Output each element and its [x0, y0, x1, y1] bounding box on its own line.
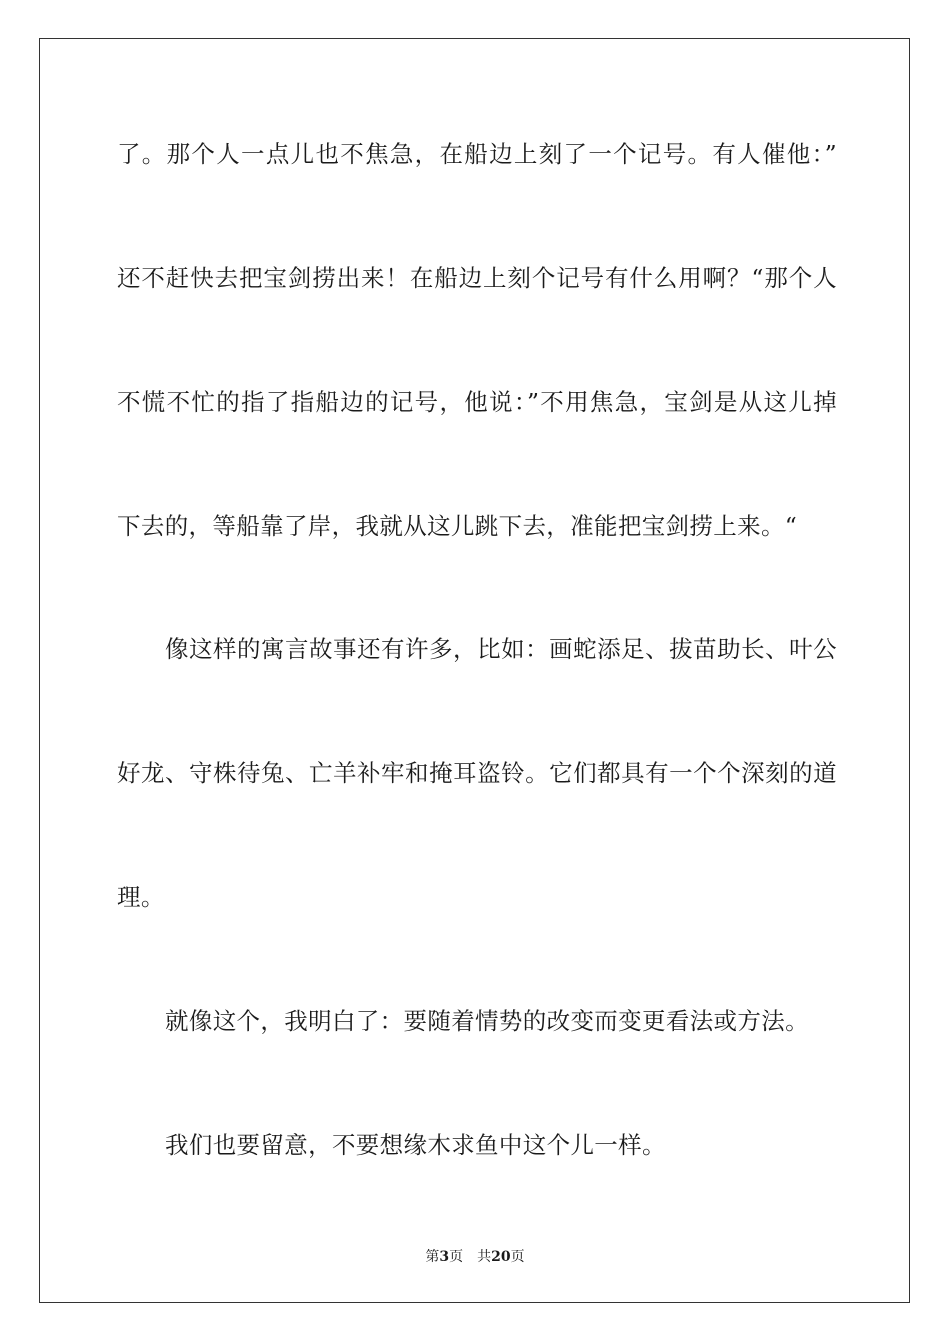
text-line: 好龙、守株待兔、亡羊补牢和掩耳盗铃。它们都具有一个个深刻的道	[117, 759, 837, 787]
page-prefix: 第	[425, 1249, 440, 1265]
paragraph-first-line: 像这样的寓言故事还有许多，比如：画蛇添足、拔苗助长、叶公	[165, 635, 837, 663]
text-line: 了。那个人一点儿也不焦急，在船边上刻了一个记号。有人催他：”	[117, 140, 837, 168]
text-line: 还不赶快去把宝剑捞出来！在船边上刻个记号有什么用啊？“那个人	[117, 264, 837, 292]
text-line: 理。	[117, 883, 165, 911]
text-line: 下去的，等船靠了岸，我就从这儿跳下去，准能把宝剑捞上来。“	[117, 512, 798, 540]
total-prefix: 共	[477, 1249, 492, 1265]
paragraph-first-line: 我们也要留意，不要想缘木求鱼中这个儿一样。	[165, 1131, 666, 1159]
page-border	[39, 38, 910, 1303]
paragraph-first-line: 就像这个，我明白了：要随着情势的改变而变更看法或方法。	[165, 1007, 809, 1035]
text-line: 不慌不忙的指了指船边的记号，他说：”不用焦急，宝剑是从这儿掉	[117, 388, 837, 416]
page-footer	[0, 1248, 950, 1266]
total-suffix: 页	[510, 1249, 525, 1265]
total-pages: 20	[491, 1249, 511, 1265]
page-number: 3	[439, 1249, 450, 1265]
page-suffix: 页	[449, 1249, 464, 1265]
